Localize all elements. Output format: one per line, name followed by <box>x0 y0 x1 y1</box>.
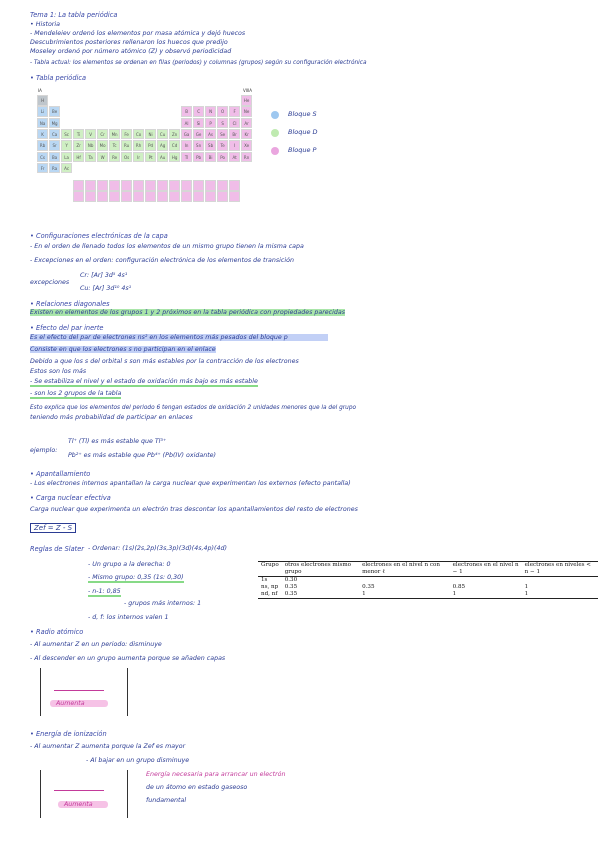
element-cell-ni: Ni <box>145 129 156 140</box>
element-cell-ra: Ra <box>49 163 60 174</box>
element-cell-f: F <box>229 106 240 117</box>
element-cell-o: O <box>217 106 228 117</box>
element-cell-na: Na <box>37 118 48 129</box>
element-cell-w: W <box>97 152 108 163</box>
legend-s-label: Bloque S <box>288 110 317 118</box>
energy-sketch-label: Aumenta <box>64 801 93 808</box>
element-cell-nb: Nb <box>85 140 96 151</box>
intro-line-1: • Historia <box>30 21 60 28</box>
radius-arrow <box>54 690 104 691</box>
f-block-cell <box>169 180 180 191</box>
page-title: Tema 1: La tabla periódica <box>30 11 118 19</box>
element-cell-rh: Rh <box>133 140 144 151</box>
config-line-1: - En el orden de llenado todos los elementos de un mismo grupo tienen la misma capa <box>30 243 304 250</box>
element-cell-ge: Ge <box>193 129 204 140</box>
slater-line-4: - n-1: 0,85 <box>88 588 121 595</box>
element-cell-p: P <box>205 118 216 129</box>
element-cell-sr: Sr <box>49 140 60 151</box>
radius-sketch-label: Aumenta <box>56 700 85 707</box>
element-cell-in: In <box>181 140 192 151</box>
element-cell-ag: Ag <box>157 140 168 151</box>
energy-note-1: Energía necesaria para arrancar un electrón <box>146 771 286 778</box>
legend-s-dot <box>271 111 279 119</box>
element-cell-ta: Ta <box>85 152 96 163</box>
f-block-cell <box>145 191 156 202</box>
element-cell-br: Br <box>229 129 240 140</box>
element-cell-tl: Tl <box>181 152 192 163</box>
zeff-formula-box: Zef = Z - S <box>30 523 76 533</box>
element-cell-re: Re <box>109 152 120 163</box>
element-cell-os: Os <box>121 152 132 163</box>
config-exceptions-label: excepciones <box>30 279 70 286</box>
element-cell-la: La <box>61 152 72 163</box>
element-cell-al: Al <box>181 118 192 129</box>
element-cell-as: As <box>205 129 216 140</box>
element-cell-sc: Sc <box>61 129 72 140</box>
element-cell-sb: Sb <box>205 140 216 151</box>
f-block-cell <box>97 180 108 191</box>
element-cell-cr: Cr <box>97 129 108 140</box>
element-cell-cs: Cs <box>37 152 48 163</box>
element-cell-hg: Hg <box>169 152 180 163</box>
element-cell-se: Se <box>217 129 228 140</box>
shielding-title: • Apantallamiento <box>30 470 91 478</box>
energy-note-2: de un átomo en estado gaseoso <box>146 784 248 791</box>
element-cell-cl: Cl <box>229 118 240 129</box>
f-block-cell <box>133 180 144 191</box>
f-block-cell <box>229 191 240 202</box>
f-block-cell <box>121 191 132 202</box>
f-block-cell <box>133 191 144 202</box>
intro-line-5: - Tabla actual: los elementos se ordenan en filas (periodos) y columnas (grupos) según su configuración electrónica <box>30 60 367 66</box>
element-cell-zn: Zn <box>169 129 180 140</box>
table-cell <box>522 577 598 585</box>
f-block-cell <box>73 180 84 191</box>
inert-pair-example-label: ejemplo: <box>30 447 58 454</box>
slater-line-6: - d, f: los internos valen 1 <box>88 614 169 621</box>
f-block-cell <box>73 191 84 202</box>
intro-line-4: Moseley ordenó por número atómico (Z) y observó periodicidad <box>30 48 232 55</box>
intro-line-2: - Mendeleiev ordenó los elementos por masa atómica y dejó huecos <box>30 30 246 37</box>
table-cell: 0.85 <box>452 584 466 590</box>
f-block-cell <box>193 180 204 191</box>
element-cell-fe: Fe <box>121 129 132 140</box>
table-cell: 1s <box>261 577 268 583</box>
element-cell-rn: Rn <box>241 152 252 163</box>
energy-note-3: fundamental <box>146 797 187 804</box>
element-cell-si: Si <box>193 118 204 129</box>
element-cell-s: S <box>217 118 228 129</box>
element-cell-kr: Kr <box>241 129 252 140</box>
f-block-cell <box>85 180 96 191</box>
intro-line-3: Descubrimientos posteriores rellenaron los huecos que predijo <box>30 39 228 46</box>
element-cell-bi: Bi <box>205 152 216 163</box>
legend-p-label: Bloque P <box>288 146 317 154</box>
group-18-label: VIIIA <box>243 88 253 93</box>
element-cell-ga: Ga <box>181 129 192 140</box>
f-block-cell <box>157 191 168 202</box>
table-header: electrones en niveles < n − 1 <box>522 562 598 577</box>
f-block-cell <box>109 180 120 191</box>
inert-pair-line-7: Esto explica que los elementos del periodo 6 tengan estados de oxidación 2 unidades menores que la del grupo <box>30 405 357 411</box>
f-block-cell <box>205 180 216 191</box>
slater-line-5: - grupos más internos: 1 <box>124 600 202 607</box>
element-cell-fr: Fr <box>37 163 48 174</box>
element-cell-b: B <box>181 106 192 117</box>
energy-line-1: - Al aumentar Z aumenta porque la Zef es mayor <box>30 743 186 750</box>
element-cell-xe: Xe <box>241 140 252 151</box>
table-cell: ns, np <box>261 584 279 590</box>
section-periodic-table: • Tabla periódica <box>30 74 87 82</box>
shielding-line-1: - Los electrones internos apantallan la carga nuclear que experimentan los externos (efecto pantalla) <box>30 480 351 487</box>
element-cell-co: Co <box>133 129 144 140</box>
inert-pair-example-1: Tl⁺ (Tl) es más estable que Tl³⁺ <box>68 438 167 445</box>
zeff-line-1: Carga nuclear que experimenta un electrón tras descontar los apantallamientos del resto de electrones <box>30 506 358 513</box>
element-cell-hf: Hf <box>73 152 84 163</box>
table-cell <box>359 577 450 585</box>
periodic-table <box>37 89 259 225</box>
element-cell-pd: Pd <box>145 140 156 151</box>
table-header: electrones en el nivel n con menor ℓ <box>359 562 450 577</box>
element-cell-rb: Rb <box>37 140 48 151</box>
legend-d-label: Bloque D <box>288 128 318 136</box>
inert-pair-example-2: Pb²⁺ es más estable que Pb⁴⁺ (Pb(IV) oxidante) <box>68 452 216 459</box>
element-cell-ca: Ca <box>49 129 60 140</box>
table-row <box>258 591 598 599</box>
inert-pair-line-6: - son los 2 grupos de la tabla <box>30 390 122 397</box>
group-1-label: IA <box>38 88 42 93</box>
element-cell-au: Au <box>157 152 168 163</box>
table-row <box>258 577 598 585</box>
inert-pair-line-2: Consiste en que los electrones s no participan en el enlace <box>30 346 216 353</box>
element-cell-tc: Tc <box>109 140 120 151</box>
table-cell: 1 <box>524 584 529 590</box>
f-block-cell <box>217 180 228 191</box>
inert-pair-line-3: Debido a que los s del orbital s son más estables por la contracción de los electrones <box>30 358 299 365</box>
element-cell-he: He <box>241 95 252 106</box>
diagonal-title: • Relaciones diagonales <box>30 300 110 308</box>
config-exception-2: Cu: [Ar] 3d¹⁰ 4s¹ <box>80 285 132 292</box>
energy-sketch <box>40 770 128 818</box>
legend-d-dot <box>271 129 279 137</box>
f-block-cell <box>85 191 96 202</box>
f-block-cell <box>181 191 192 202</box>
energy-arrow <box>54 790 104 791</box>
f-block-cell <box>193 191 204 202</box>
element-cell-po: Po <box>217 152 228 163</box>
table-cell: 0.30 <box>284 577 298 583</box>
f-block-cell <box>205 191 216 202</box>
f-block-cell <box>97 191 108 202</box>
radius-line-2: - Al descender en un grupo aumenta porque se añaden capas <box>30 655 226 662</box>
config-line-2: - Excepciones en el orden: configuración electrónica de los elementos de transición <box>30 257 294 264</box>
element-cell-v: V <box>85 129 96 140</box>
element-cell-cd: Cd <box>169 140 180 151</box>
config-title: • Configuraciones electrónicas de la capa <box>30 232 168 240</box>
diagonal-line-1: Existen en elementos de los grupos 1 y 2 próximos en la tabla periódica con propiedades parecidas <box>30 309 346 316</box>
inert-pair-line-4: Estos son los más <box>30 368 87 375</box>
radius-title: • Radio atómico <box>30 628 84 636</box>
energy-title: • Energía de ionización <box>30 730 107 738</box>
element-cell-ac: Ac <box>61 163 72 174</box>
f-block-cell <box>109 191 120 202</box>
table-header: electrones en el nivel n − 1 <box>450 562 522 577</box>
element-cell-mg: Mg <box>49 118 60 129</box>
table-cell: 1 <box>450 591 522 599</box>
element-cell-ru: Ru <box>121 140 132 151</box>
element-cell-at: At <box>229 152 240 163</box>
radius-line-1: - Al aumentar Z en un periodo: disminuye <box>30 641 162 648</box>
table-row <box>258 584 598 591</box>
slater-line-2: - Un grupo a la derecha: 0 <box>88 561 171 568</box>
inert-pair-line-1: Es el efecto del par de electrones ns² en los elementos más pesados del bloque p <box>30 334 328 341</box>
table-cell: 1 <box>522 591 598 599</box>
slater-title: Reglas de Slater <box>30 545 84 553</box>
element-cell-pb: Pb <box>193 152 204 163</box>
element-cell-be: Be <box>49 106 60 117</box>
element-cell-ir: Ir <box>133 152 144 163</box>
f-block-cell <box>157 180 168 191</box>
config-exception-1: Cr: [Ar] 3d⁵ 4s¹ <box>80 272 128 279</box>
element-cell-te: Te <box>217 140 228 151</box>
table-cell <box>450 577 522 585</box>
slater-line-1: - Ordenar: (1s)(2s,2p)(3s,3p)(3d)(4s,4p)(4d) <box>88 545 227 552</box>
element-cell-sn: Sn <box>193 140 204 151</box>
inert-pair-title: • Efecto del par inerte <box>30 324 104 332</box>
table-header: otros electrones mismo grupo <box>282 562 359 577</box>
f-block-cell <box>169 191 180 202</box>
table-cell: 0.35 <box>284 584 298 590</box>
element-cell-ba: Ba <box>49 152 60 163</box>
element-cell-ar: Ar <box>241 118 252 129</box>
element-cell-y: Y <box>61 140 72 151</box>
energy-line-2: - Al bajar en un grupo disminuye <box>86 757 190 764</box>
slater-table <box>258 561 598 599</box>
table-cell: nd, nf <box>258 591 282 599</box>
table-cell: 1 <box>359 591 450 599</box>
inert-pair-line-8: teniendo más probabilidad de participar en enlaces <box>30 414 193 421</box>
f-block-cell <box>229 180 240 191</box>
table-header: Grupo <box>258 562 282 577</box>
element-cell-pt: Pt <box>145 152 156 163</box>
f-block-cell <box>217 191 228 202</box>
table-cell: 0.35 <box>282 591 359 599</box>
element-cell-k: K <box>37 129 48 140</box>
element-cell-ne: Ne <box>241 106 252 117</box>
table-cell: 0.35 <box>362 584 375 590</box>
f-block-cell <box>181 180 192 191</box>
element-cell-zr: Zr <box>73 140 84 151</box>
inert-pair-line-5: - Se estabiliza el nivel y el estado de oxidación más bajo es más estable <box>30 378 258 385</box>
zeff-title: • Carga nuclear efectiva <box>30 494 111 502</box>
element-cell-i: I <box>229 140 240 151</box>
radius-sketch <box>40 668 128 716</box>
element-cell-mn: Mn <box>109 129 120 140</box>
element-cell-li: Li <box>37 106 48 117</box>
slater-line-3: - Mismo grupo: 0,35 (1s: 0,30) <box>88 574 184 581</box>
element-cell-c: C <box>193 106 204 117</box>
f-block-cell <box>121 180 132 191</box>
element-cell-mo: Mo <box>97 140 108 151</box>
element-cell-ti: Ti <box>73 129 84 140</box>
element-cell-cu: Cu <box>157 129 168 140</box>
element-cell-n: N <box>205 106 216 117</box>
element-cell-h: H <box>37 95 48 106</box>
legend-p-dot <box>271 147 279 155</box>
f-block-cell <box>145 180 156 191</box>
